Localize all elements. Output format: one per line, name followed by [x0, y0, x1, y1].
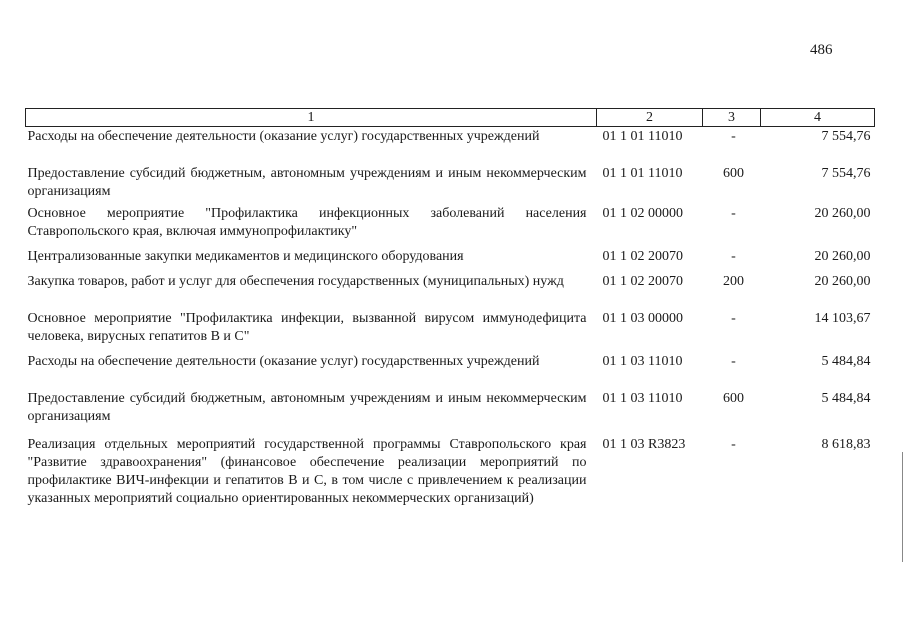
row-name: Расходы на обеспечение деятельности (оказание услуг) государственных учреждений — [27, 129, 540, 144]
column-header-amount: 4 — [761, 109, 875, 127]
row-amount: 5 484,84 — [821, 391, 871, 406]
row-type: 600 — [723, 391, 744, 406]
row-amount: 5 484,84 — [821, 354, 871, 369]
row-code: 01 1 03 00000 — [602, 311, 683, 326]
table-row — [26, 164, 875, 204]
row-code: 01 1 02 00000 — [602, 206, 683, 221]
table-row — [26, 204, 875, 247]
row-amount: 20 260,00 — [814, 206, 871, 221]
table-row — [26, 127, 875, 165]
row-code: 01 1 03 11010 — [602, 354, 683, 369]
column-header-name: 1 — [26, 109, 597, 127]
row-amount: 14 103,67 — [814, 311, 871, 326]
row-name: Основное мероприятие "Профилактика инфекционных заболеваний населения Ставропольского края, включая иммунопрофилактику" — [27, 206, 587, 239]
row-amount: 7 554,76 — [821, 166, 871, 181]
row-type: - — [731, 249, 736, 264]
row-amount: 20 260,00 — [814, 274, 871, 289]
row-name: Предоставление субсидий бюджетным, автономным учреждениям и иным некоммерческим организациям — [27, 166, 587, 199]
column-header-code: 2 — [597, 109, 703, 127]
table-row — [26, 272, 875, 309]
table-row — [26, 352, 875, 389]
row-name: Реализация отдельных мероприятий государственной программы Ставропольского края "Развитие здравоохранения" (финансовое обеспечение реализации мероприятий по профилактике ВИЧ-инфекции и гепатитов В и С, в том числе с привлечением к реализации указанных мероприятий социально ориентированных некоммерческих организаций) — [27, 437, 587, 506]
row-name: Основное мероприятие "Профилактика инфекции, вызванной вирусом иммунодефицита человека, вирусных гепатитов В и С" — [27, 311, 587, 344]
table-row — [26, 389, 875, 435]
row-name: Расходы на обеспечение деятельности (оказание услуг) государственных учреждений — [27, 354, 540, 369]
table-row — [26, 309, 875, 352]
row-type: 200 — [723, 274, 744, 289]
row-type: - — [731, 311, 736, 326]
row-amount: 8 618,83 — [821, 437, 871, 452]
row-code: 01 1 02 20070 — [602, 249, 683, 264]
row-type: - — [731, 354, 736, 369]
table-header-row — [26, 109, 875, 127]
row-code: 01 1 01 11010 — [602, 166, 683, 181]
row-code: 01 1 01 11010 — [602, 129, 683, 144]
row-code: 01 1 03 R3823 — [602, 437, 686, 452]
row-name: Централизованные закупки медикаментов и медицинского оборудования — [27, 249, 464, 264]
row-name: Предоставление субсидий бюджетным, автономным учреждениям и иным некоммерческим организациям — [27, 391, 587, 424]
row-type: - — [731, 437, 736, 452]
scan-margin-line — [902, 452, 903, 562]
row-code: 01 1 02 20070 — [602, 274, 683, 289]
page-number: 486 — [810, 42, 833, 58]
row-amount: 7 554,76 — [821, 129, 871, 144]
row-amount: 20 260,00 — [814, 249, 871, 264]
row-name: Закупка товаров, работ и услуг для обеспечения государственных (муниципальных) нужд — [27, 274, 564, 289]
column-header-type: 3 — [703, 109, 761, 127]
row-code: 01 1 03 11010 — [602, 391, 683, 406]
row-type: 600 — [723, 166, 744, 181]
row-type: - — [731, 206, 736, 221]
row-type: - — [731, 129, 736, 144]
budget-table — [25, 108, 875, 531]
table-row — [26, 435, 875, 531]
table-row — [26, 247, 875, 272]
